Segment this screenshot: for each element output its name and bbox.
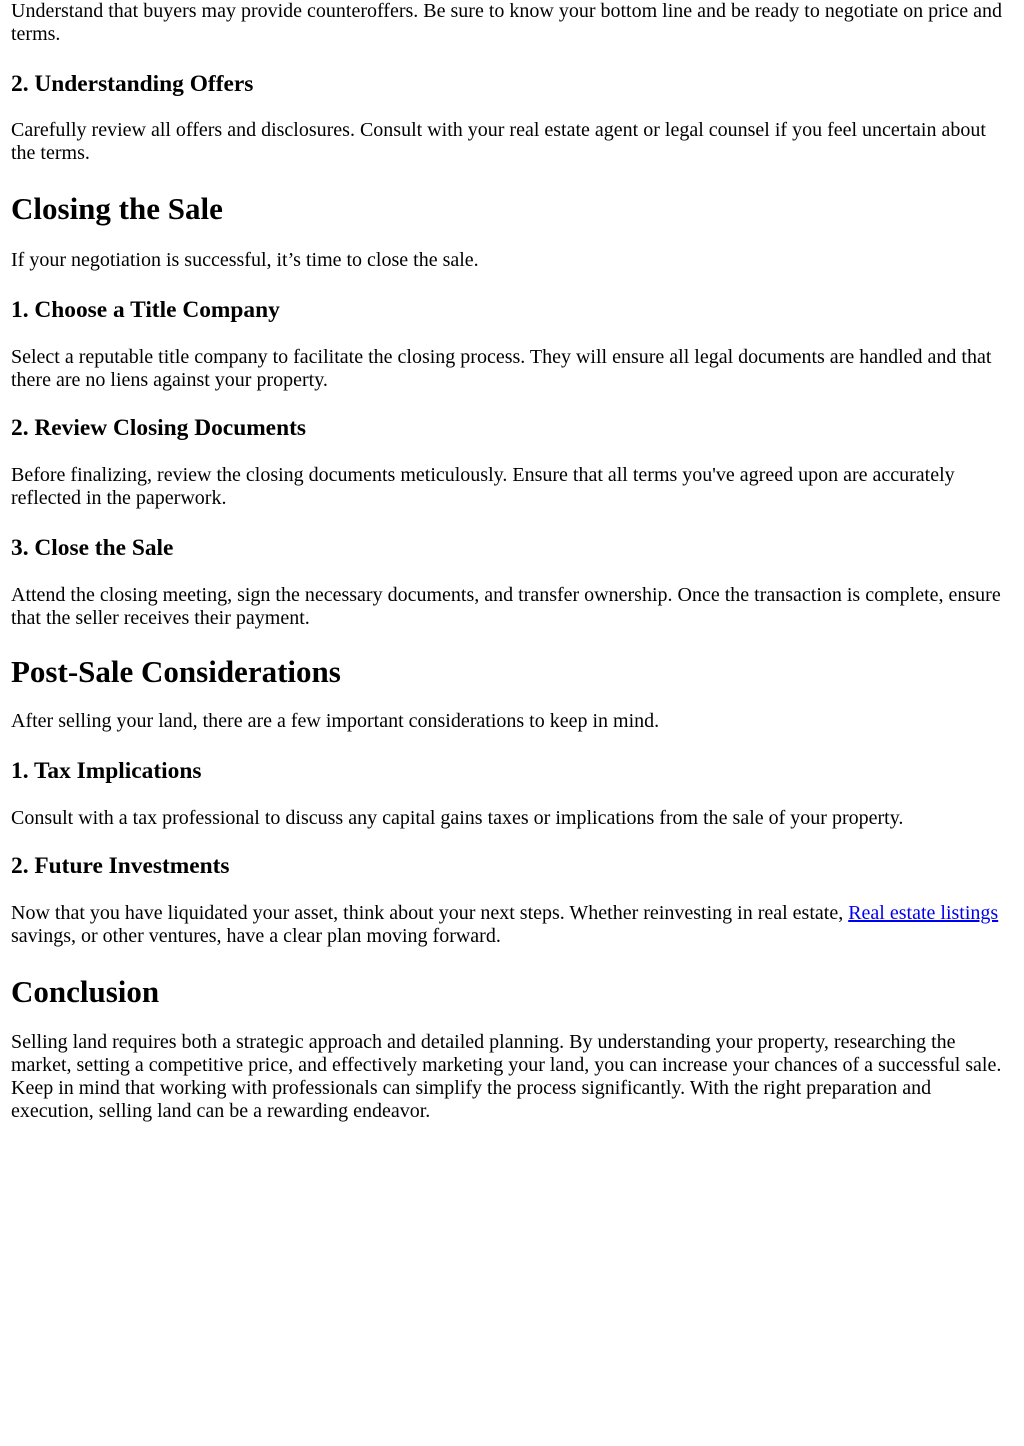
heading-post-sale-considerations: Post-Sale Considerations [11,654,341,689]
paragraph-choose-title-company: Select a reputable title company to facilitate the closing process. They will ensure all legal documents are handled and that there are no liens against your property. [11,346,992,391]
paragraph-post-sale-considerations: After selling your land, there are a few important considerations to keep in mind. [11,710,660,732]
paragraph-counteroffers: Understand that buyers may provide counteroffers. Be sure to know your bottom line and be ready to negotiate on price and terms. [11,0,1003,45]
heading-conclusion: Conclusion [11,974,160,1009]
paragraph-future-investments [11,902,1012,948]
heading-closing-the-sale: Closing the Sale [11,191,223,226]
paragraph-tax-implications: Consult with a tax professional to discuss any capital gains taxes or implications from the sale of your property. [11,807,904,829]
heading-review-closing-documents: 2. Review Closing Documents [11,415,306,441]
heading-understanding-offers: 2. Understanding Offers [11,71,254,97]
paragraph-understanding-offers: Carefully review all offers and disclosures. Consult with your real estate agent or legal counsel if you feel uncertain about the terms. [11,119,986,164]
paragraph-conclusion: Selling land requires both a strategic approach and detailed planning. By understanding your property, researching the market, setting a competitive price, and effectively marketing your land, you can increase your chances of a successful sale. Keep in mind that working with professionals can simplify the process significantly. With the right preparation and execution, selling land can be a rewarding endeavor. [11,1031,1002,1122]
future-text-after: savings, or other ventures, have a clear plan moving forward. [11,925,501,947]
real-estate-listings-link[interactable]: Real estate listings [848,902,999,924]
paragraph-close-the-sale: Attend the closing meeting, sign the necessary documents, and transfer ownership. Once the transaction is complete, ensure that the seller receives their payment. [11,584,1001,629]
heading-choose-title-company: 1. Choose a Title Company [11,297,280,323]
heading-future-investments: 2. Future Investments [11,853,230,879]
heading-tax-implications: 1. Tax Implications [11,758,202,784]
paragraph-closing-the-sale: If your negotiation is successful, it’s time to close the sale. [11,249,479,271]
paragraph-review-closing-documents: Before finalizing, review the closing documents meticulously. Ensure that all terms you've agreed upon are accurately reflected in the paperwork. [11,464,955,509]
heading-close-the-sale: 3. Close the Sale [11,535,174,561]
future-text-before: Now that you have liquidated your asset, think about your next steps. Whether reinvesting in real estate, [11,902,849,924]
